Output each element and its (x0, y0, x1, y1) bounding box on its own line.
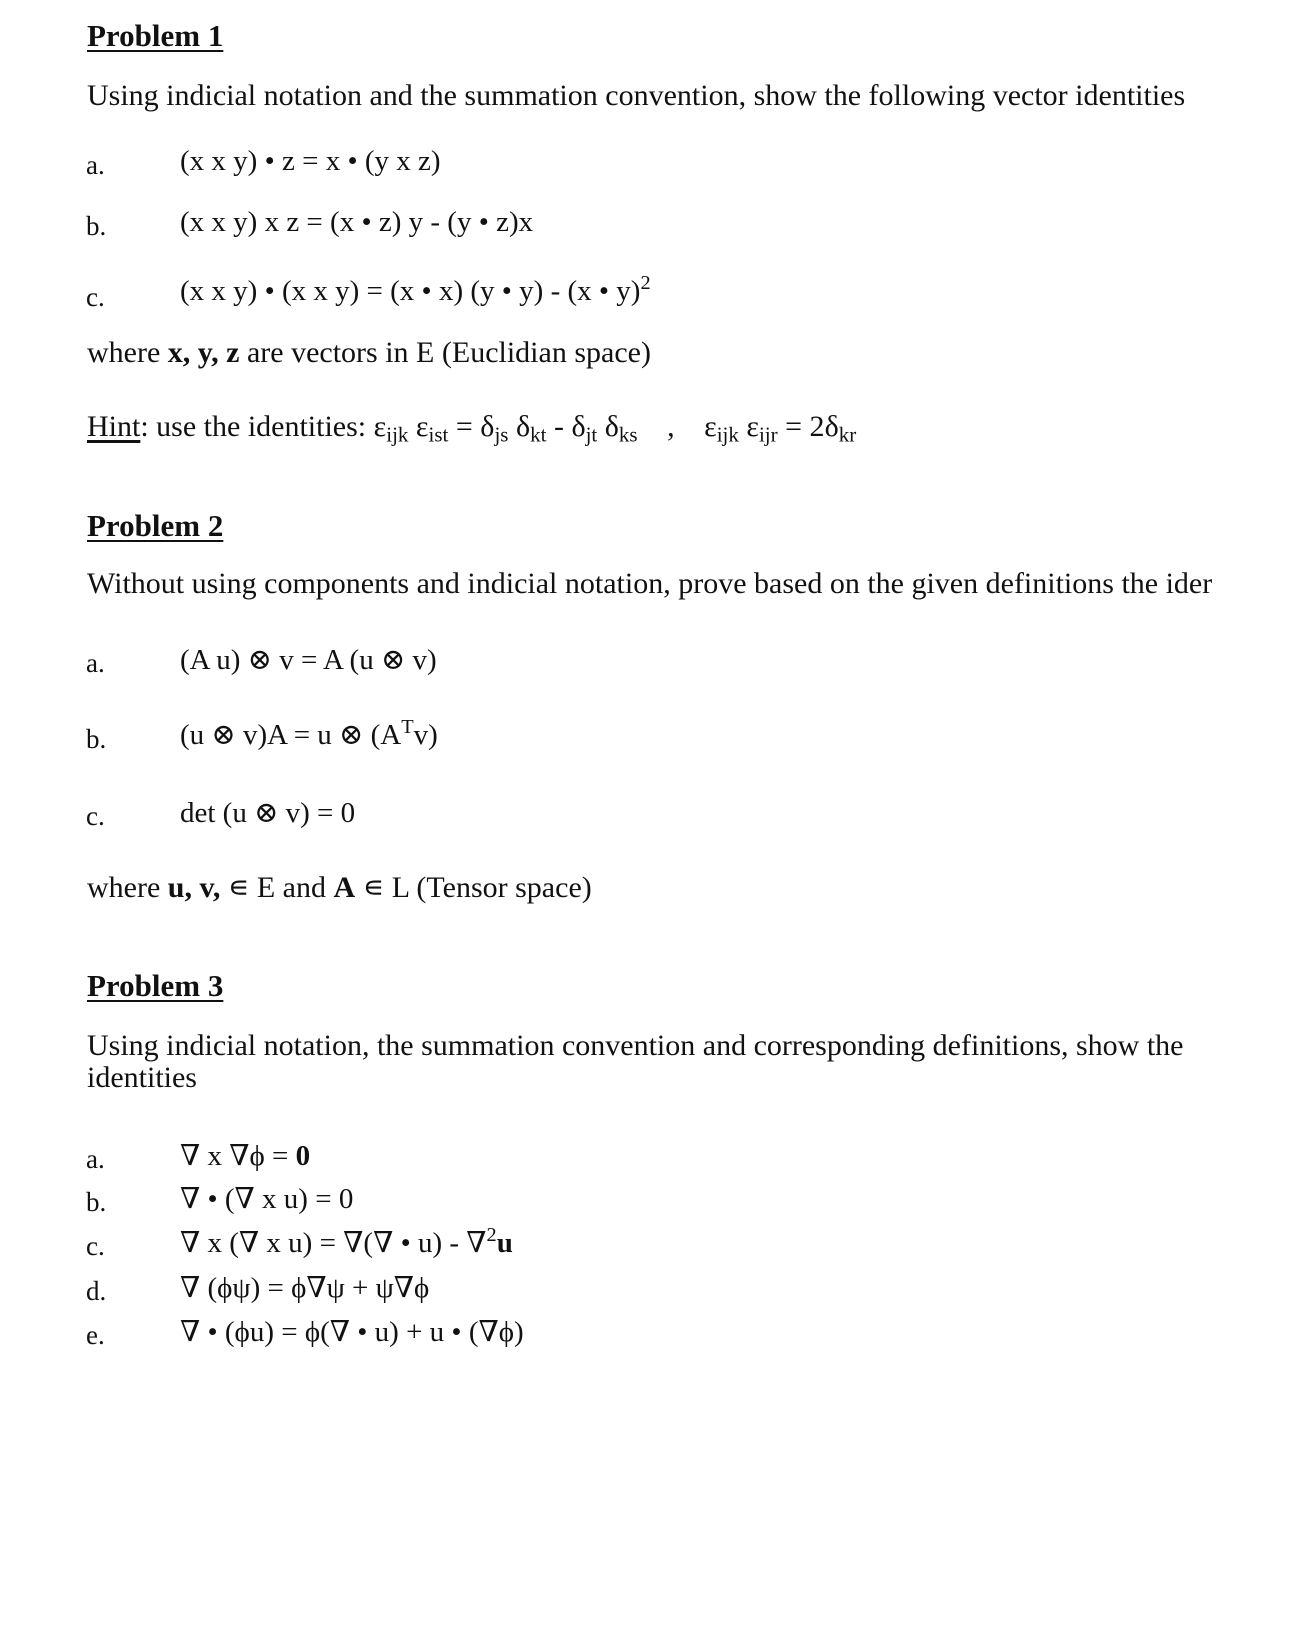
hint-intro: : use the identities: (140, 410, 367, 443)
problem-1-intro: Using indicial notation and the summation convention, show the following vector identities (87, 79, 1186, 112)
expr-pre: ∇ x ∇ϕ = (180, 1140, 296, 1172)
problem-2-item-a-expression: (A u) ⊗ v = A (u ⊗ v) (180, 644, 437, 676)
expr-post: u (496, 1227, 513, 1259)
subscript: ist (428, 422, 449, 447)
problem-3-item-a-expression (180, 1138, 310, 1173)
problem-3-item-d-expression: ∇ (ϕψ) = ϕ∇ψ + ψ∇ϕ (180, 1272, 430, 1304)
transpose-superscript: T (401, 715, 414, 738)
where-prefix: where (87, 871, 168, 904)
problem-1-item-c-label: c. (86, 282, 105, 312)
epsilon: ε (704, 410, 717, 443)
problem-2-item-b-label: b. (86, 724, 107, 754)
hint-comma: , (667, 410, 675, 443)
problem-3-item-d-label: d. (86, 1276, 107, 1306)
problem-1-hint (87, 411, 856, 450)
hint-label: Hint (87, 410, 141, 443)
delta: δ (571, 410, 586, 443)
problem-3-item-a-label: a. (86, 1144, 105, 1174)
subscript: js (494, 422, 509, 447)
subscript: jt (585, 422, 598, 447)
subscript: ks (618, 422, 638, 447)
problem-2-where (87, 872, 592, 904)
delta: δ (480, 410, 495, 443)
subscript: ijk (386, 422, 409, 447)
expr-post: v) (413, 719, 438, 751)
problem-3-item-c-expression (180, 1225, 513, 1260)
problem-3-intro: Using indicial notation, the summation convention and corresponding definitions, show the identities (87, 1029, 1184, 1094)
expr-pre: ∇ x (∇ x u) = ∇(∇ • u) - ∇ (180, 1227, 487, 1259)
equals: = (448, 410, 481, 443)
expr-main: (x x y) • (x x y) = (x • x) (y • y) - (x • y) (180, 275, 641, 307)
problem-1-item-a-expression: (x x y) • z = x • (y x z) (180, 145, 441, 177)
epsilon: ε (746, 410, 759, 443)
problem-1-item-b-label: b. (86, 211, 107, 241)
exponent: 2 (640, 271, 651, 294)
problem-2-title: Problem 2 (87, 508, 224, 543)
expr-pre: (u ⊗ v)A = u ⊗ (A (180, 719, 402, 751)
problem-3-title: Problem 3 (87, 968, 224, 1003)
problem-1-where (87, 337, 651, 369)
delta: δ (515, 410, 531, 443)
zero-vector: 0 (295, 1140, 311, 1172)
problem-1-item-c-expression (180, 271, 651, 308)
problem-3-item-b-expression: ∇ • (∇ x u) = 0 (180, 1183, 354, 1215)
problem-1-title: Problem 1 (87, 18, 224, 53)
subscript: kt (530, 422, 547, 447)
delta: δ (604, 410, 619, 443)
equals: = 2 (777, 410, 825, 443)
where-suffix: are vectors in E (Euclidian space) (239, 336, 651, 369)
hint-identity-2 (704, 410, 857, 447)
delta: δ (824, 410, 839, 443)
where-vars: u, v, (167, 871, 221, 904)
where-tensor: A (333, 871, 356, 904)
where-prefix: where (87, 336, 168, 369)
where-mid: ∊ E and (220, 871, 334, 904)
problem-1-item-b-expression: (x x y) x z = (x • z) y - (y • z)x (180, 206, 534, 238)
problem-3-item-c-label: c. (86, 1231, 105, 1261)
where-vars: x, y, z (167, 336, 240, 369)
problem-3-item-e-expression: ∇ • (ϕu) = ϕ(∇ • u) + u • (∇ϕ) (180, 1316, 524, 1348)
epsilon: ε (373, 410, 387, 443)
subscript: ijk (716, 422, 739, 447)
minus: - (546, 410, 572, 443)
where-suffix: ∊ L (Tensor space) (355, 871, 592, 904)
problem-2-item-c-expression: det (u ⊗ v) = 0 (180, 797, 356, 829)
problem-2-item-a-label: a. (86, 648, 105, 678)
subscript: kr (838, 422, 857, 447)
problem-2-intro: Without using components and indicial notation, prove based on the given definitions the ider (87, 567, 1213, 600)
problem-2-item-c-label: c. (86, 801, 105, 831)
hint-identity-1 (373, 410, 645, 447)
problem-2-item-b-expression (180, 717, 438, 752)
exponent: 2 (486, 1223, 497, 1246)
subscript: ijr (758, 422, 778, 447)
problem-3-item-e-label: e. (86, 1320, 105, 1350)
problem-3-item-b-label: b. (86, 1187, 107, 1217)
epsilon: ε (415, 410, 429, 443)
problem-1-item-a-label: a. (86, 150, 105, 180)
